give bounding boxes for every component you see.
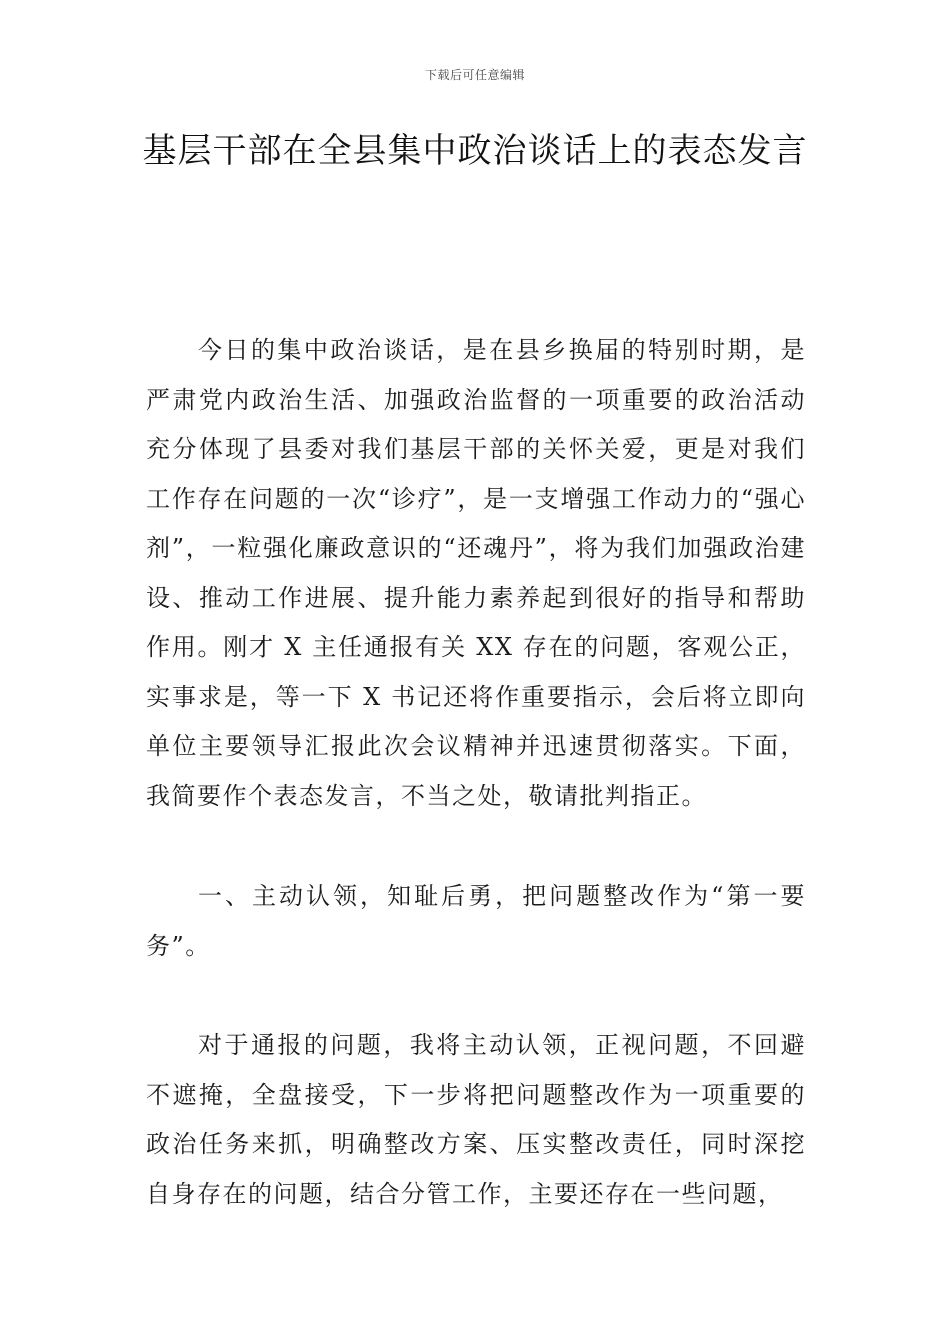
document-title: 基层干部在全县集中政治谈话上的表态发言 (142, 131, 808, 171)
paragraph-section-1: 对于通报的问题，我将主动认领，正视问题，不回避不遮掩，全盘接受，下一步将把问题整改作为一项重要的政治任务来抓，明确整改方案、压实整改责任，同时深挖自身存在的问题，结合分管工作，主要还存在一些问题， (146, 1031, 806, 1208)
section-heading-1: 一、主动认领，知耻后勇，把问题整改作为“第一要务”。 (146, 882, 806, 960)
paragraph-intro: 今日的集中政治谈话，是在县乡换届的特别时期，是严肃党内政治生活、加强政治监督的一项重要的政治活动充分体现了县委对我们基层干部的关怀关爱，更是对我们工作存在问题的一次“诊疗”，是一支增强工作动力的“强心剂”，一粒强化廉政意识的“还魂丹”，将为我们加强政治建设、推动工作进展、提升能力素养起到很好的指导和帮助作用。刚才 X 主任通报有关 XX 存在的问题，客观公正，实事求是，等一下 X 书记还将作重要指示，会后将立即向单位主要领导汇报此次会议精神并迅速贯彻落实。下面，我简要作个表态发言，不当之处，敬请批判指正。 (146, 336, 806, 810)
header-note: 下载后可任意编辑 (424, 68, 525, 82)
